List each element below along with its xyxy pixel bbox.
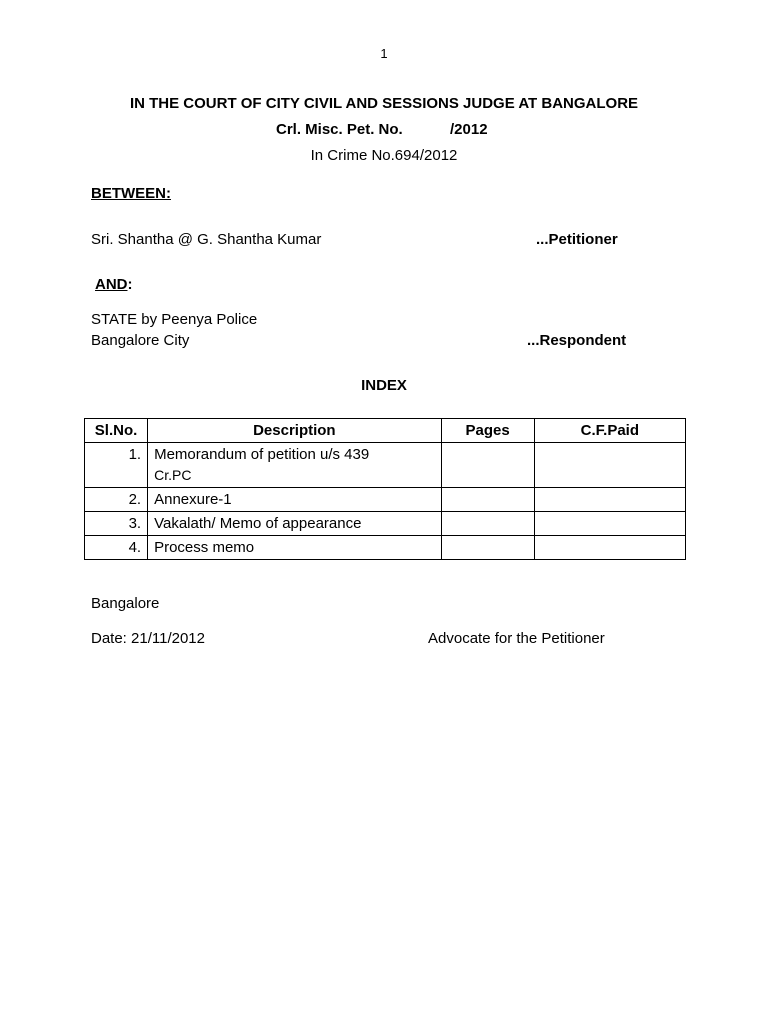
table-row — [85, 536, 686, 560]
row-cf-paid — [534, 512, 685, 536]
table-header-row — [85, 419, 686, 443]
row-description-line-1: Memorandum of petition u/s 439 — [154, 446, 370, 463]
table-row — [85, 512, 686, 536]
row-description: Annexure-1 — [148, 488, 441, 512]
table-row — [85, 443, 686, 488]
row-pages — [441, 488, 534, 512]
row-description-line-2: Cr.PC — [154, 467, 192, 483]
and-label: AND — [95, 276, 128, 293]
crime-number: In Crime No.694/2012 — [310, 147, 458, 164]
footer-date: Date: 21/11/2012 — [91, 630, 205, 647]
row-sl-no: 1. — [85, 443, 148, 488]
footer-place: Bangalore — [91, 595, 160, 612]
petitioner-name: Sri. Shantha @ G. Shantha Kumar — [91, 231, 322, 248]
respondent-role: ...Respondent — [527, 332, 627, 349]
court-title: IN THE COURT OF CITY CIVIL AND SESSIONS JUDGE AT BANGALORE — [129, 95, 639, 112]
row-cf-paid — [534, 488, 685, 512]
column-header-cf-paid: C.F.Paid — [534, 419, 685, 443]
row-pages — [441, 536, 534, 560]
row-description: Process memo — [148, 536, 441, 560]
row-pages — [441, 443, 534, 488]
column-header-sl-no: Sl.No. — [85, 419, 148, 443]
petitioner-role: ...Petitioner — [536, 231, 618, 248]
respondent-line-2: Bangalore City — [91, 332, 190, 349]
row-sl-no: 4. — [85, 536, 148, 560]
index-table — [84, 418, 686, 560]
row-description: Vakalath/ Memo of appearance — [148, 512, 441, 536]
table-row — [85, 488, 686, 512]
row-cf-paid — [534, 443, 685, 488]
row-sl-no: 3. — [85, 512, 148, 536]
petition-number-year: /2012 — [450, 121, 488, 138]
between-heading: BETWEEN: — [91, 185, 171, 202]
row-sl-no: 2. — [85, 488, 148, 512]
and-colon: : — [127, 276, 133, 293]
and-heading — [95, 276, 133, 293]
advocate-signature-line: Advocate for the Petitioner — [428, 630, 605, 647]
index-title: INDEX — [361, 377, 407, 394]
petition-number-label: Crl. Misc. Pet. No. — [276, 121, 403, 138]
respondent-line-1: STATE by Peenya Police — [91, 311, 258, 328]
row-description — [148, 443, 441, 488]
column-header-description: Description — [148, 419, 441, 443]
column-header-pages: Pages — [441, 419, 534, 443]
row-pages — [441, 512, 534, 536]
page-number: 1 — [380, 46, 388, 61]
row-cf-paid — [534, 536, 685, 560]
